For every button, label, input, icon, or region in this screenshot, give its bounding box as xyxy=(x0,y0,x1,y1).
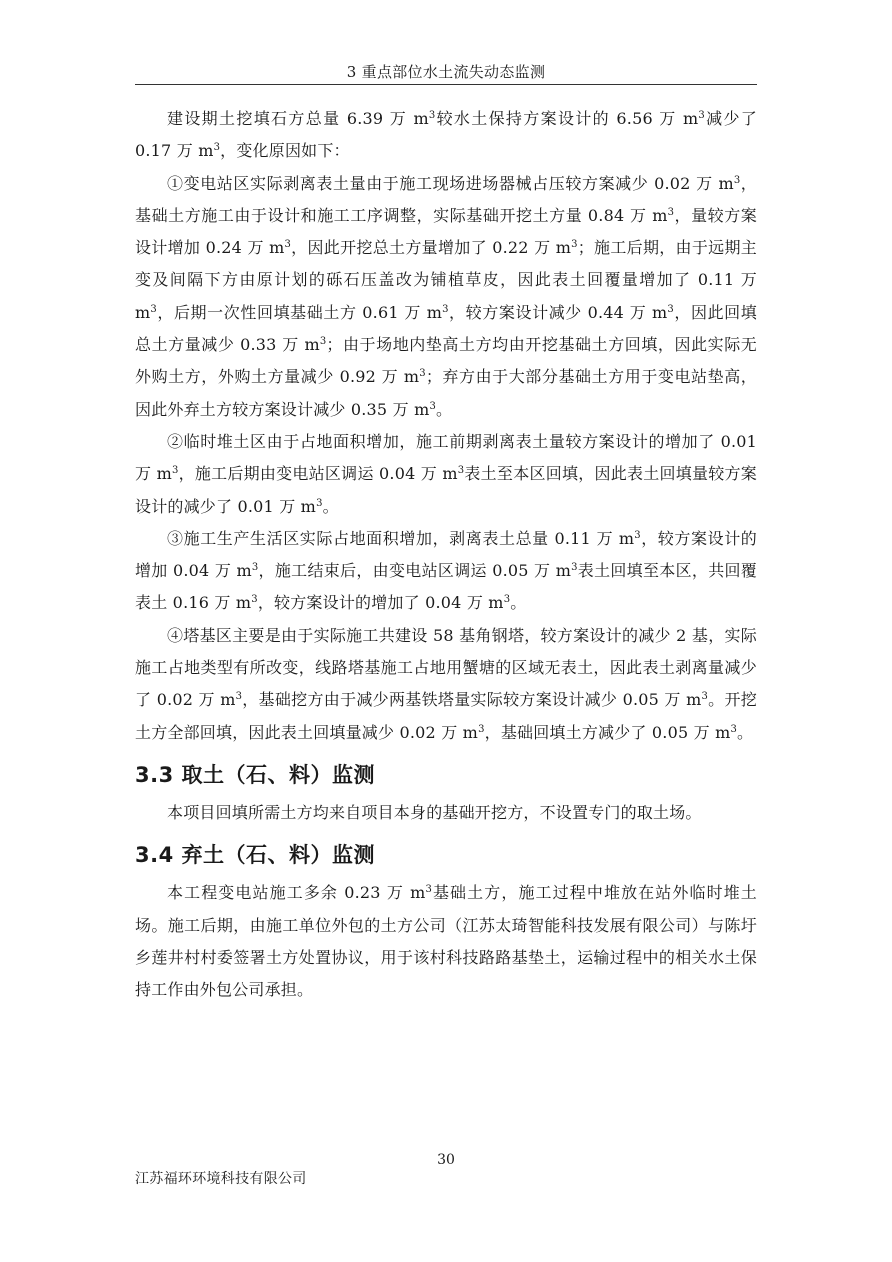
unit-superscript: 3 xyxy=(171,465,179,477)
unit-superscript: 3 xyxy=(733,174,741,186)
unit-superscript: 3 xyxy=(428,110,436,121)
unit-superscript: 3 xyxy=(419,368,426,380)
unit-superscript: 3 xyxy=(429,400,437,412)
unit-superscript: 3 xyxy=(457,465,465,477)
paragraph-item-1-substation xyxy=(135,168,757,426)
text-run: 。 xyxy=(322,496,339,516)
text-run: ，因此回填总土方量减少 0.33 万 m xyxy=(135,302,757,355)
unit-superscript: 3 xyxy=(442,303,449,315)
text-run: ①变电站区实际剥离表土量由于施工现场进场器械占压较方案减少 0.02 万 m xyxy=(167,173,734,193)
unit-superscript: 3 xyxy=(634,529,641,541)
text-run: ，施工后期由变电站区调运 0.04 万 m xyxy=(178,464,458,484)
unit-superscript: 3 xyxy=(667,303,674,315)
text-run: 。开挖土方全部回填，因此表土回填量减少 0.02 万 m xyxy=(135,690,757,742)
text-run: ，变化原因如下： xyxy=(220,141,350,161)
text-run: ④塔基区主要是由于实际施工共建设 58 基角钢塔，较方案设计的减少 2 基，实际施工占地类型有所改变，线路塔基施工占地用蟹塘的区域无表土，因此表土剥离量减少了 0.02 万 m xyxy=(135,625,757,710)
unit-superscript: 3 xyxy=(284,239,292,251)
section-heading-3-4: 3.4 弃土（石、料）监测 xyxy=(135,843,376,868)
text-run: 。 xyxy=(436,399,453,419)
header-divider xyxy=(135,84,757,85)
document-body xyxy=(135,103,757,1006)
text-run: ；由于场地内垫高土方均由开挖基础土方回填，因此实际无外购土方，外购土方量减少 0.92 万 m xyxy=(135,335,757,387)
page-header-title: 3 重点部位水土流失动态监测 xyxy=(346,63,546,81)
unit-superscript: 3 xyxy=(478,723,485,735)
unit-superscript: 3 xyxy=(503,594,511,606)
unit-superscript: 3 xyxy=(730,723,738,735)
paragraph-earthwork-summary xyxy=(135,103,757,168)
unit-superscript: 3 xyxy=(698,110,705,121)
text-run: ，后期一次性回填基础土方 0.61 万 m xyxy=(156,302,443,322)
unit-superscript: 3 xyxy=(701,691,709,703)
unit-superscript: 3 xyxy=(235,691,243,703)
text-run: 表土至本区回填，因此表土回填量较方案设计的减少了 0.01 万 m xyxy=(135,464,758,516)
paragraph-borrow-monitoring: 本项目回填所需土方均来自项目本身的基础开挖方，不设置专门的取土场。 xyxy=(167,802,702,822)
text-run: ，量较方案设计增加 0.24 万 m xyxy=(135,205,757,258)
unit-superscript: 3 xyxy=(319,336,327,348)
text-run: ；施工后期，由于远期主变及间隔下方由原计划的砾石压盖改为铺植草皮，因此表土回覆量增加了 0.11 万 m xyxy=(135,238,757,322)
text-run: 建设期土挖填石方总量 6.39 万 m xyxy=(167,109,429,128)
text-run: 本工程变电站施工多余 0.23 万 m xyxy=(167,883,426,903)
paragraph-item-3-construction-camp xyxy=(135,523,757,620)
text-run: 基础土方，施工过程中堆放在站外临时堆土场。施工后期，由施工单位外包的土方公司（江苏太琦智能科技发展有限公司）与陈圩乡莲井村村委签署土方处置协议，用于该村科技路路基垫土，运输过程中的相关水土保持工作由外包公司承担。 xyxy=(135,883,757,1000)
text-run: ③施工生产生活区实际占地面积增加，剥离表土总量 0.11 万 m xyxy=(167,528,635,548)
paragraph-spoil-monitoring xyxy=(135,877,757,1006)
text-run: ，较方案设计的增加 0.04 万 m xyxy=(135,528,757,581)
unit-superscript: 3 xyxy=(667,206,675,218)
paragraph-item-4-tower-base xyxy=(135,620,757,749)
text-run: ，基础土方施工由于设计和施工工序调整，实际基础开挖土方量 0.84 万 m xyxy=(135,173,758,225)
text-run: 。 xyxy=(737,722,754,742)
unit-superscript: 3 xyxy=(213,142,221,154)
footer-company-name: 江苏福环环境科技有限公司 xyxy=(135,1171,307,1187)
unit-superscript: 3 xyxy=(571,562,578,574)
text-run: ，基础挖方由于减少两基铁塔量实际较方案设计减少 0.05 万 m xyxy=(242,690,702,710)
text-run: 。 xyxy=(510,593,527,613)
text-run: 减少了 0.17 万 m xyxy=(135,109,758,161)
paragraph-item-2-temp-stockpile xyxy=(135,426,757,523)
text-run: ，较方案设计的增加了 0.04 万 m xyxy=(257,593,504,613)
page-number: 30 xyxy=(437,1152,455,1168)
unit-superscript: 3 xyxy=(425,884,433,896)
unit-superscript: 3 xyxy=(150,303,157,315)
unit-superscript: 3 xyxy=(571,239,578,251)
text-run: ②临时堆土区由于占地面积增加，施工前期剥离表土量较方案设计的增加了 0.01 万 m xyxy=(135,431,757,484)
unit-superscript: 3 xyxy=(251,594,258,606)
text-run: 表土回填至本区，共回覆表土 0.16 万 m xyxy=(135,561,758,613)
text-run: ，施工结束后，由变电站区调运 0.05 万 m xyxy=(258,561,572,581)
unit-superscript: 3 xyxy=(251,562,259,574)
text-run: 较水土保持方案设计的 6.56 万 m xyxy=(435,109,699,128)
text-run: ；弃方由于大部分基础土方用于变电站垫高，因此外弃土方较方案设计减少 0.35 万 m xyxy=(135,367,757,419)
text-run: ，较方案设计减少 0.44 万 m xyxy=(448,302,668,322)
section-heading-3-3: 3.3 取土（石、料）监测 xyxy=(135,762,376,787)
unit-superscript: 3 xyxy=(316,497,323,509)
text-run: ，基础回填土方减少了 0.05 万 m xyxy=(484,722,731,742)
text-run: ，因此开挖总土方量增加了 0.22 万 m xyxy=(291,238,572,258)
